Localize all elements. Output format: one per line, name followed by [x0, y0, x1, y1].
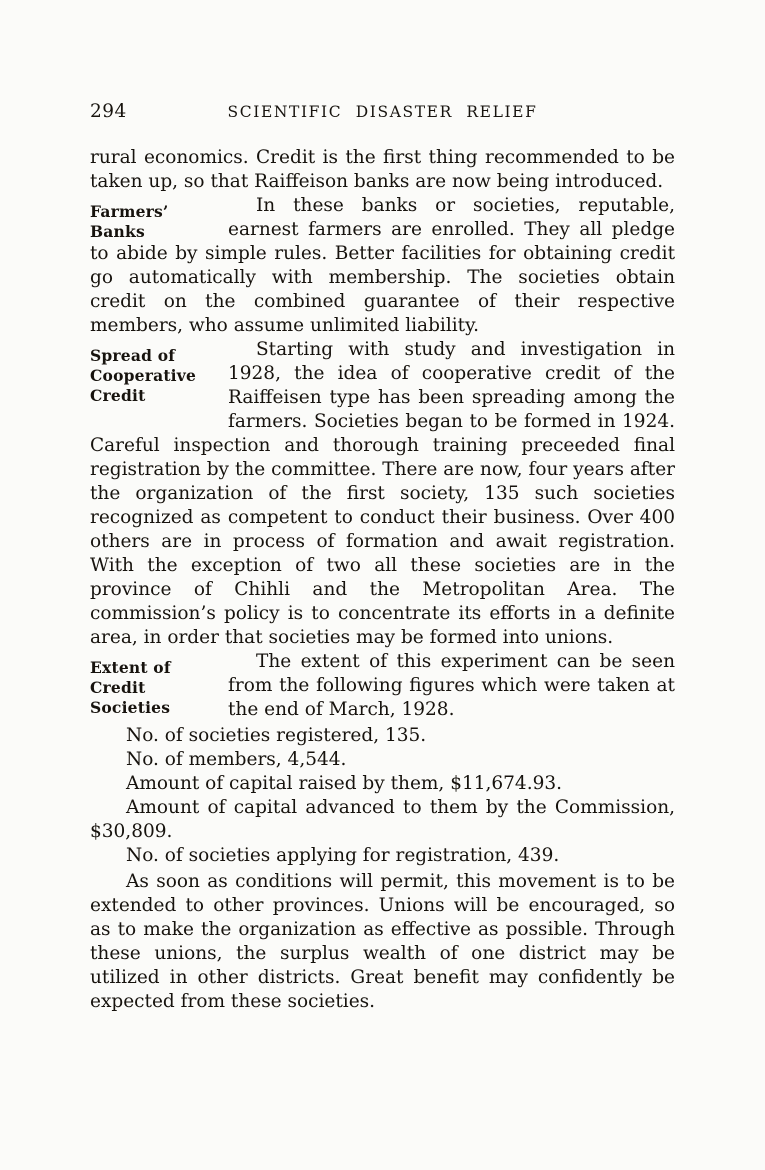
section-spread-of-cooperative-credit: [90, 338, 675, 650]
sidehead-spread-of-cooperative-credit: [90, 338, 228, 434]
figure-members: No. of members, 4,544.: [126, 749, 347, 770]
paragraph-farmers-banks: In these banks or societies, reputable, earnest farmers are enrolled. They all pledge to abide by simple rules. Better facilities for obtaining credit go automatically with membership. The societies obtain credit on the combined guarantee of their respective members, who assume unlimited liability.: [90, 195, 675, 336]
sidehead-line: Cooperative: [90, 366, 197, 385]
figure-societies-registered: No. of societies registered, 135.: [126, 725, 427, 746]
figure-societies-applying: No. of societies applying for registration, 439.: [126, 845, 560, 866]
paragraph-closing: As soon as conditions will permit, this movement is to be extended to other provinces. Unions will be encouraged, so as to make the organization as effective as possible. Through these unions, the surplus wealth of one district may be utilized in other districts. Great benefit may confidently be expected from these societies.: [90, 871, 675, 1012]
paragraph-intro: rural economics. Credit is the first thing recommended to be taken up, so that Raiffeison banks are now being introduced.: [90, 147, 675, 192]
running-title: SCIENTIFIC DISASTER RELIEF: [227, 103, 538, 121]
sidehead-line: Farmers’ Banks: [90, 202, 169, 241]
page-number: 294: [90, 101, 127, 122]
sidehead-line: Spread of: [90, 346, 176, 365]
sidehead-farmers-banks: [90, 194, 228, 242]
section-farmers-banks: [90, 194, 675, 338]
sidehead-extent-of-credit-societies: [90, 650, 228, 722]
text-block: [90, 146, 675, 1014]
figure-capital-advanced: Amount of capital advanced to them by the Commission, $30,809.: [90, 797, 675, 842]
sidehead-line: Extent of: [90, 658, 171, 677]
figures-list: [90, 724, 675, 868]
section-extent-of-credit-societies: [90, 650, 675, 722]
paragraph-extent-of-credit-societies: The extent of this experiment can be seen from the following figures which were taken at the end of March, 1928.: [228, 651, 675, 720]
figure-capital-raised: Amount of capital raised by them, $11,674.93.: [126, 773, 562, 794]
running-header: [90, 100, 675, 124]
sidehead-line: Credit Societies: [90, 678, 171, 717]
paragraph-spread-of-cooperative-credit: Starting with study and investigation in 1928, the idea of cooperative credit of the Raiffeisen type has been spreading among the farmers. Societies began to be formed in 1924. Careful inspection and thorough training preceeded final registration by the committee. There are now, four years after the organization of the first society, 135 such societies recognized as competent to conduct their business. Over 400 others are in process of formation and await registration. With the exception of two all these societies are in the province of Chihli and the Metropolitan Area. The commission’s policy is to concentrate its efforts in a definite area, in order that societies may be formed into unions.: [90, 339, 675, 648]
sidehead-line: Credit: [90, 386, 146, 405]
